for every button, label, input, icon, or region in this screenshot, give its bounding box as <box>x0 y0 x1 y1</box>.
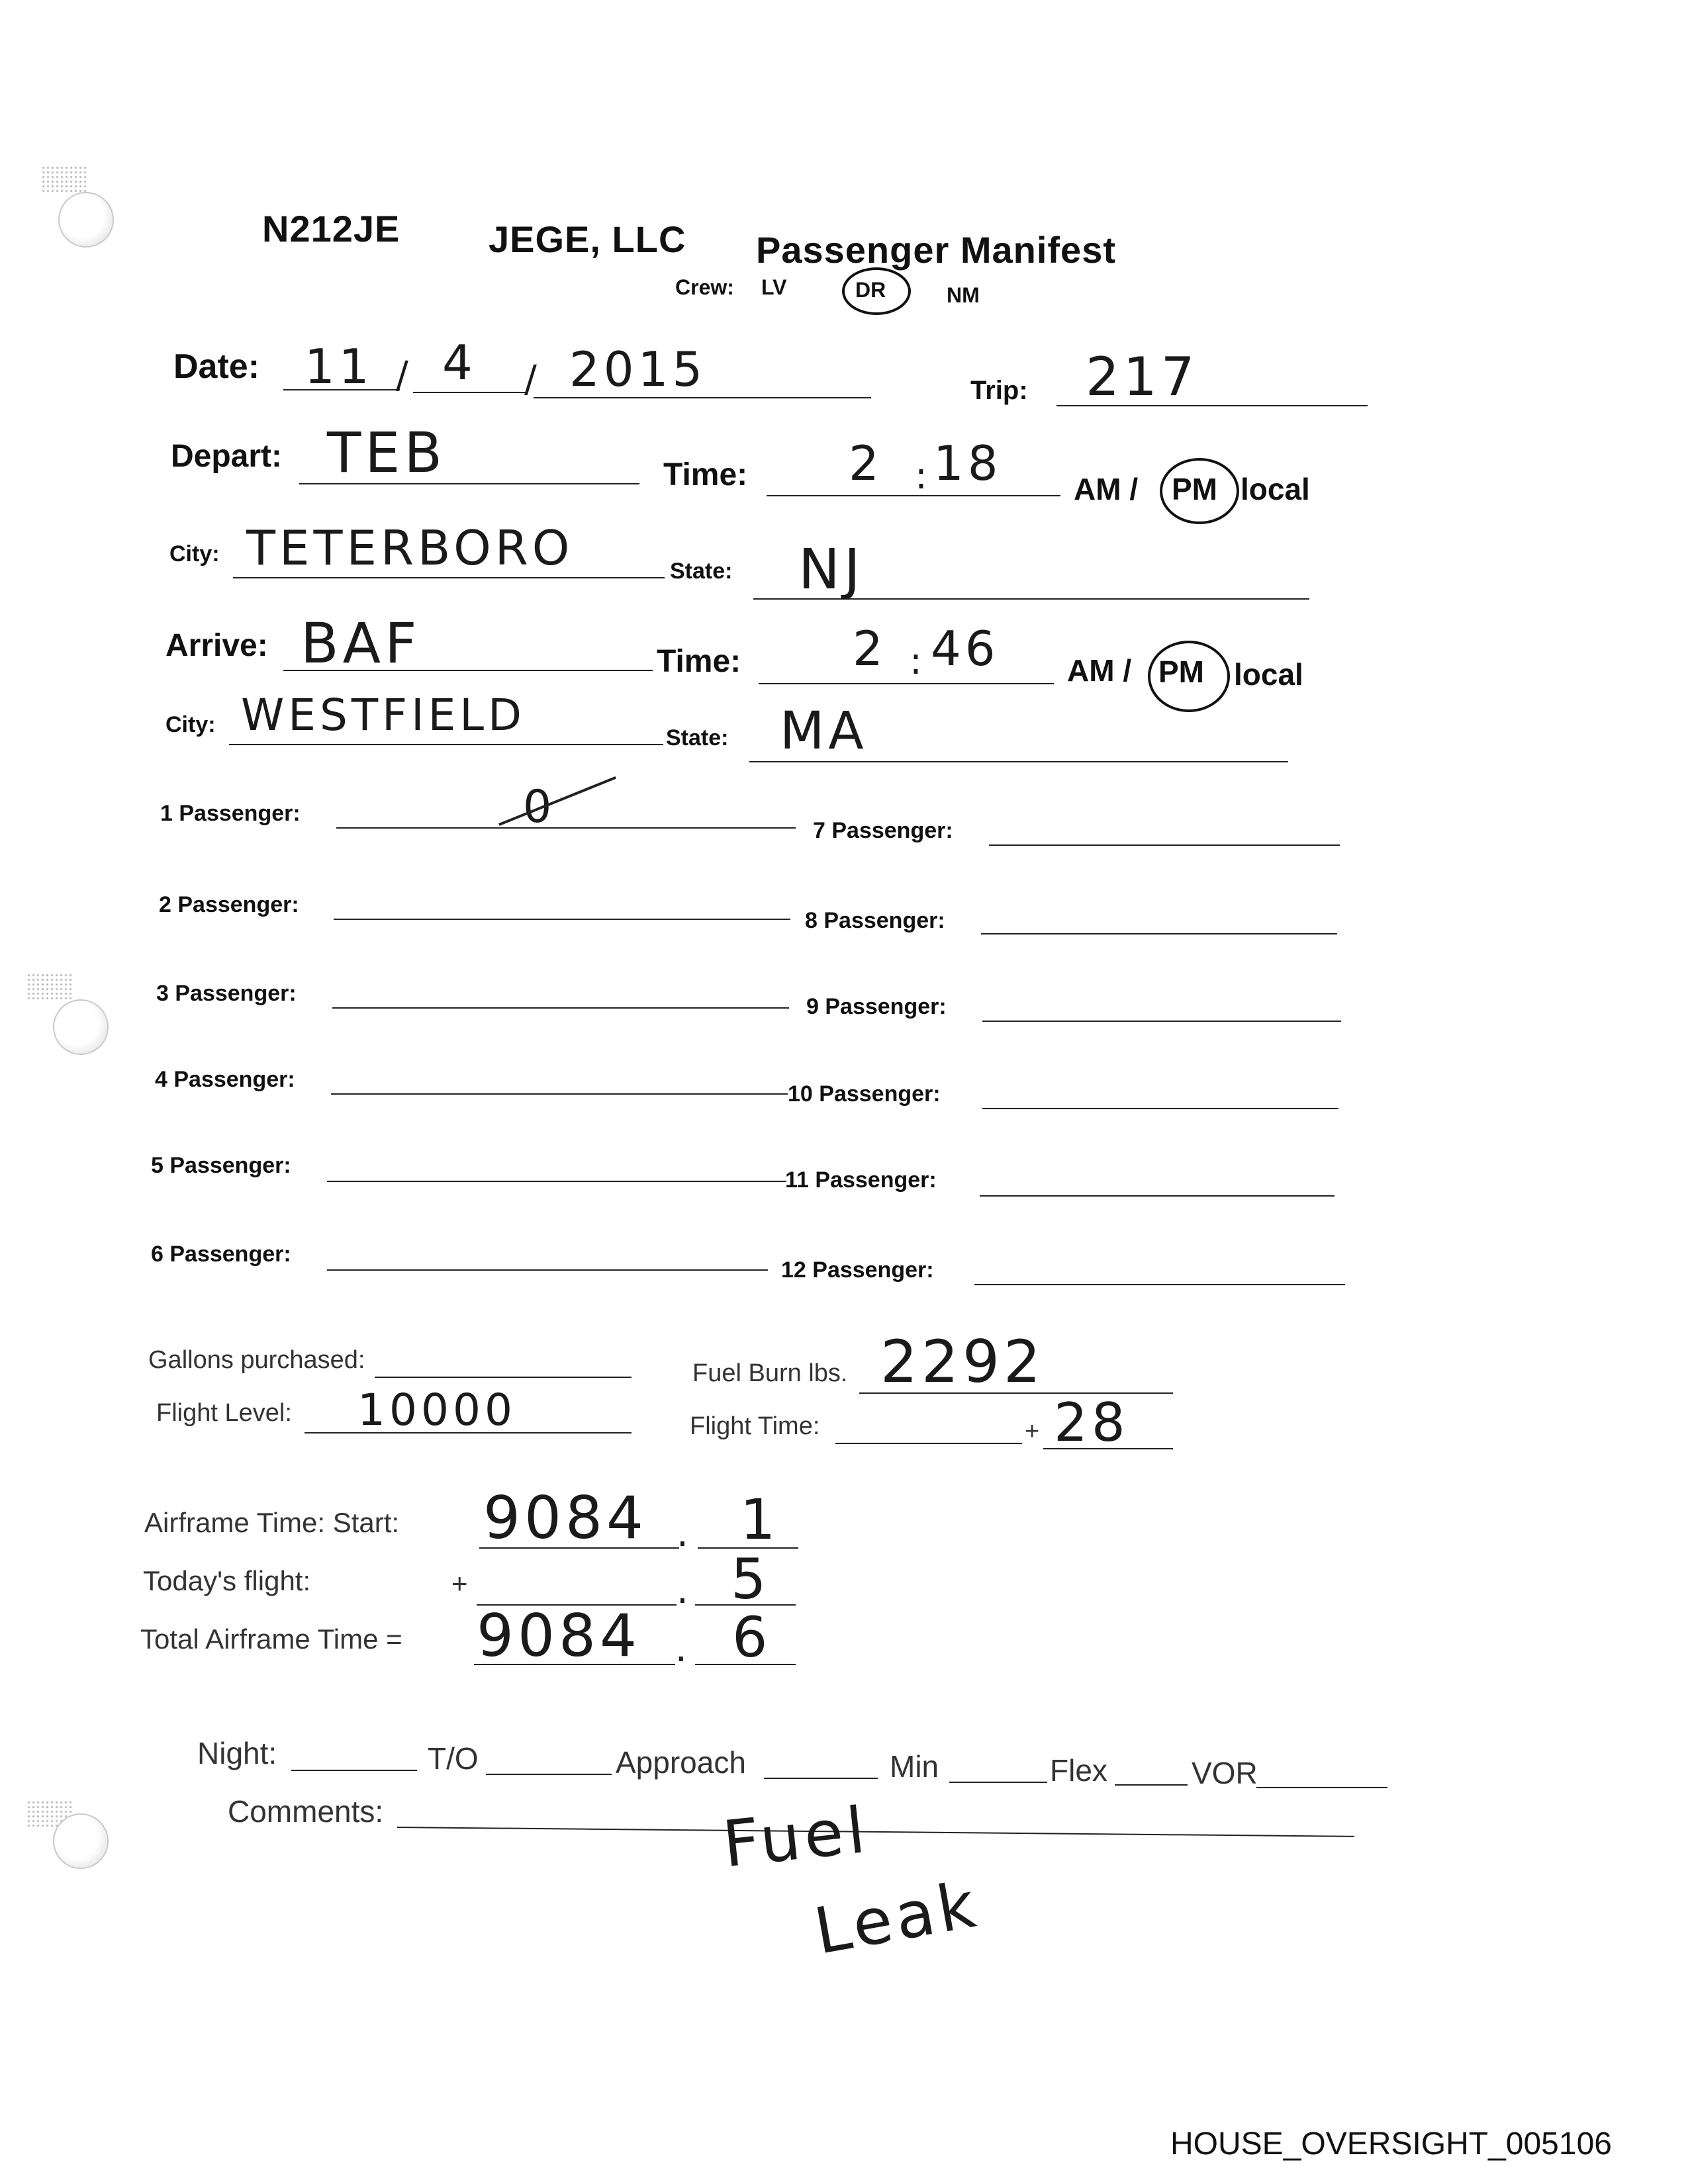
passenger-11-line <box>980 1195 1335 1197</box>
passenger-8-label: 8 Passenger: <box>805 908 945 933</box>
depart-value: TEB <box>327 420 447 485</box>
arrive-city-line <box>229 744 663 745</box>
depart-time-colon: : <box>915 455 931 498</box>
passenger-12-label: 12 Passenger: <box>781 1257 934 1283</box>
passenger-1-value: 0 <box>523 781 556 833</box>
arrive-time-hour: 2 <box>853 621 887 676</box>
night-line <box>291 1770 417 1771</box>
hole-shadow-top <box>41 165 87 192</box>
passenger-1-strike <box>498 776 616 826</box>
passenger-5-line <box>327 1181 786 1182</box>
fuel-burn-label: Fuel Burn lbs. <box>692 1359 848 1387</box>
bates-stamp: HOUSE_OVERSIGHT_005106 <box>1170 2126 1612 2161</box>
depart-state-label: State: <box>670 559 733 584</box>
crew-option-lv: LV <box>761 275 787 299</box>
min-line <box>949 1782 1047 1783</box>
date-year-line <box>534 397 871 398</box>
arrive-city-label: City: <box>165 712 216 737</box>
date-month-value: 11 <box>305 339 373 394</box>
flex-label: Flex <box>1050 1753 1107 1788</box>
arrive-state-line <box>749 761 1288 762</box>
date-sep-2: / <box>524 358 541 401</box>
hole-shadow-middle <box>26 973 73 999</box>
trip-value: 217 <box>1086 346 1199 408</box>
to-label: T/O <box>428 1741 479 1776</box>
passenger-11-label: 11 Passenger: <box>785 1167 937 1193</box>
punch-hole-bottom <box>53 1813 109 1869</box>
gallons-line <box>375 1377 632 1378</box>
flight-time-plus: + <box>1025 1418 1040 1445</box>
crew-label: Crew: <box>675 275 734 299</box>
tail-number: N212JE <box>262 208 400 250</box>
passenger-5-label: 5 Passenger: <box>151 1153 291 1178</box>
depart-label: Depart: <box>171 439 283 474</box>
date-year-value: 2015 <box>569 341 707 397</box>
arrive-pm-circle <box>1148 641 1230 712</box>
passenger-6-line <box>327 1269 768 1271</box>
flight-time-label: Flight Time: <box>690 1412 820 1440</box>
passenger-2-label: 2 Passenger: <box>159 892 299 917</box>
arrive-city-value: WESTFIELD <box>241 690 526 741</box>
comments-line-1: Fuel <box>719 1792 872 1882</box>
depart-city-value: TETERBORO <box>246 520 574 576</box>
today-flight-plus: + <box>451 1568 468 1599</box>
airframe-start-label: Airframe Time: Start: <box>144 1507 400 1538</box>
airframe-start-dot: . <box>677 1512 692 1555</box>
depart-time-hour: 2 <box>849 435 883 491</box>
airframe-start-tenth: 1 <box>740 1487 780 1552</box>
passenger-9-line <box>982 1021 1341 1022</box>
approach-label: Approach <box>616 1745 746 1780</box>
depart-state-value: NJ <box>798 537 865 602</box>
arrive-label: Arrive: <box>165 628 268 663</box>
arrive-time-min: 46 <box>931 621 1000 676</box>
arrive-local: local <box>1234 657 1303 692</box>
date-day-line <box>413 392 527 393</box>
comments-line <box>397 1827 1354 1837</box>
depart-pm-circle <box>1160 458 1239 524</box>
crew-option-nm: NM <box>947 283 980 307</box>
depart-city-label: City: <box>169 541 220 567</box>
passenger-9-label: 9 Passenger: <box>806 994 947 1019</box>
gallons-label: Gallons purchased: <box>148 1346 365 1374</box>
depart-city-line <box>233 577 665 578</box>
trip-label: Trip: <box>970 376 1028 405</box>
airframe-start-whole: 9084 <box>483 1484 647 1552</box>
night-label: Night: <box>197 1736 277 1770</box>
vor-line <box>1256 1787 1387 1788</box>
passenger-7-label: 7 Passenger: <box>813 818 953 843</box>
date-day-value: 4 <box>442 335 477 390</box>
to-line <box>486 1774 612 1775</box>
comments-line-2: Leak <box>809 1867 985 1969</box>
flight-time-value: 28 <box>1054 1392 1129 1453</box>
passenger-4-line <box>331 1093 788 1095</box>
arrive-time-label: Time: <box>657 644 741 679</box>
total-airframe-tenth: 6 <box>732 1605 772 1670</box>
date-label: Date: <box>173 347 260 386</box>
arrive-state-value: MA <box>780 702 868 761</box>
passenger-1-label: 1 Passenger: <box>160 801 301 826</box>
passenger-2-line <box>334 919 790 920</box>
arrive-pm: PM <box>1158 655 1204 689</box>
passenger-1-line <box>336 827 796 829</box>
passenger-3-line <box>332 1007 789 1009</box>
company-name: JEGE, LLC <box>489 218 686 260</box>
arrive-state-label: State: <box>666 725 729 751</box>
form-title: Passenger Manifest <box>756 229 1116 271</box>
passenger-3-label: 3 Passenger: <box>156 981 297 1006</box>
passenger-7-line <box>989 844 1340 846</box>
passenger-10-line <box>982 1108 1338 1109</box>
vor-label: VOR <box>1192 1756 1258 1790</box>
depart-time-label: Time: <box>663 457 748 492</box>
passenger-4-label: 4 Passenger: <box>155 1067 295 1092</box>
passenger-8-line <box>981 933 1337 934</box>
today-flight-dot: . <box>677 1569 692 1612</box>
depart-local: local <box>1241 472 1310 506</box>
today-flight-tenth: 5 <box>731 1547 771 1612</box>
date-sep-1: / <box>396 354 412 397</box>
total-airframe-dot: . <box>675 1627 691 1670</box>
passenger-6-label: 6 Passenger: <box>151 1242 291 1267</box>
total-airframe-whole: 9084 <box>477 1602 641 1670</box>
arrive-time-line <box>759 683 1054 684</box>
arrive-am: AM / <box>1067 653 1132 688</box>
flight-level-label: Flight Level: <box>156 1399 292 1427</box>
depart-am: AM / <box>1074 472 1139 506</box>
depart-pm: PM <box>1172 472 1217 506</box>
flight-level-value: 10000 <box>357 1385 516 1435</box>
arrive-value: BAF <box>301 611 421 676</box>
passenger-10-label: 10 Passenger: <box>788 1081 941 1107</box>
approach-line <box>764 1778 878 1779</box>
crew-selected-circle <box>842 267 911 315</box>
punch-hole-top <box>58 192 114 248</box>
min-label: Min <box>890 1749 939 1784</box>
depart-time-line <box>767 495 1060 496</box>
flex-line <box>1115 1784 1188 1786</box>
fuel-burn-value: 2292 <box>880 1328 1045 1396</box>
arrive-time-colon: : <box>910 640 926 683</box>
flight-time-line <box>835 1443 1022 1444</box>
passenger-12-line <box>974 1284 1345 1285</box>
today-flight-label: Today's flight: <box>143 1565 311 1596</box>
total-airframe-label: Total Airframe Time = <box>140 1623 402 1655</box>
punch-hole-middle <box>53 999 109 1055</box>
comments-label: Comments: <box>228 1794 384 1829</box>
crew-option-dr: DR <box>855 278 886 302</box>
depart-time-min: 18 <box>933 435 1002 491</box>
